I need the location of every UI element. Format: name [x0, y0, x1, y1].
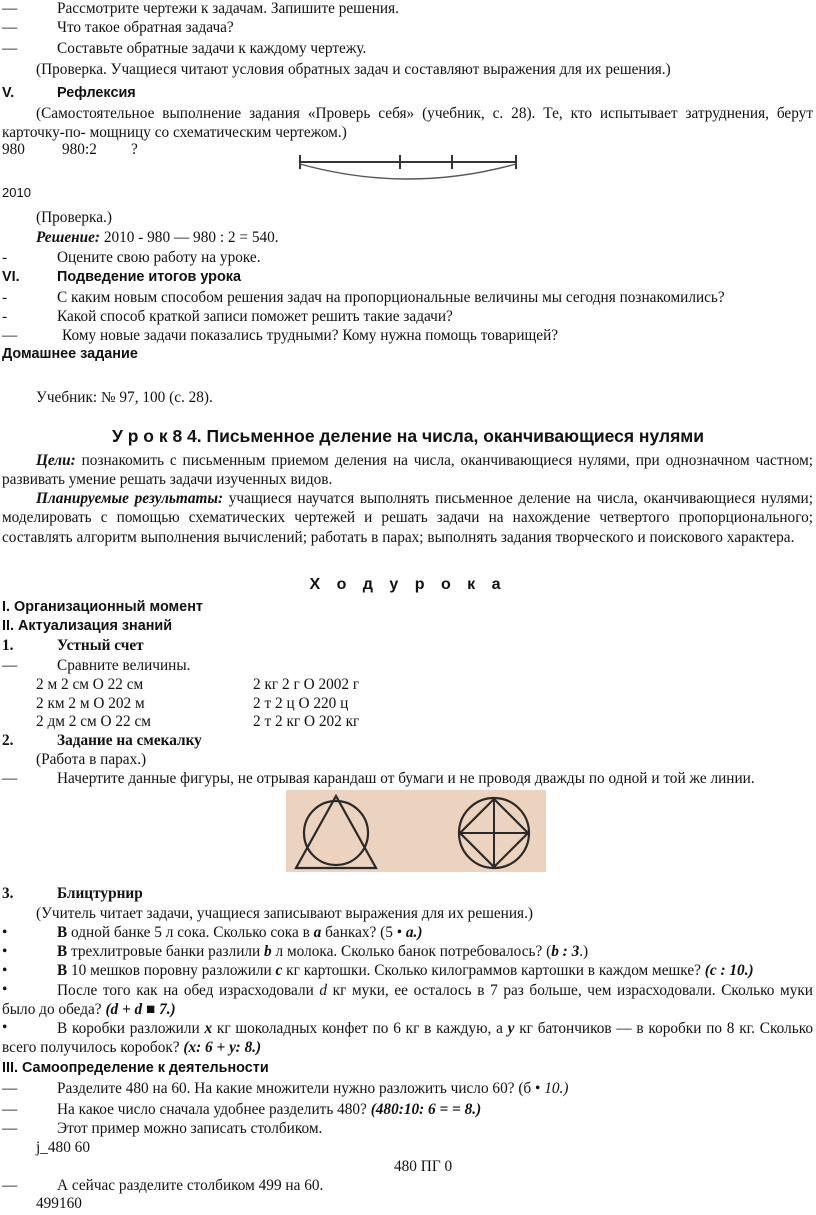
bullet-text: банках? (5 •	[321, 924, 406, 941]
blitz-note: (Учитель читает задачи, учащиеся записывают выражения для их решения.)	[36, 905, 533, 922]
item-number: 3.	[2, 885, 14, 902]
diagram-total-label: 2010	[2, 185, 31, 200]
answer: (480:10: 6 = = 8.)	[370, 1101, 482, 1118]
bullet-text: кг батончиков — в коробки по 8 кг. Сколько всего получилось коробок?	[2, 1020, 813, 1057]
column-division: j_480 60	[36, 1139, 90, 1156]
bullet-text: 10 мешков поровну разложили	[67, 962, 276, 979]
item-title: Устный счет	[57, 637, 144, 654]
variable: а	[313, 924, 322, 941]
bullet-text: В коробки разложили	[57, 1020, 205, 1037]
answer: 10.)	[544, 1080, 569, 1097]
list-item-text: Начертите данные фигуры, не отрывая карандаш от бумаги и не проводя дважды по одной и той же линии.	[57, 770, 755, 787]
list-item-text: Какой способ краткой записи поможет решить такие задачи?	[57, 308, 453, 325]
dash-marker: —	[2, 657, 18, 674]
dash-marker: —	[2, 1120, 18, 1137]
compare-cell: 2 км 2 м О 202 м	[36, 695, 145, 712]
course-title: Х о д у р о к а	[309, 576, 507, 593]
diagram-label-b: 980:2	[62, 141, 97, 158]
pairs-note: (Работа в парах.)	[36, 751, 147, 768]
variable: х	[204, 1020, 213, 1037]
solution-text: 2010 - 980 — 980 : 2 = 540.	[100, 229, 279, 246]
section-heading: I. Организационный момент	[2, 599, 203, 615]
list-item-text: Этот пример можно записать столбиком.	[57, 1120, 323, 1137]
dash-marker: —	[2, 0, 18, 17]
homework-text: Учебник: № 97, 100 (с. 28).	[36, 389, 213, 406]
solution-label: Решение:	[36, 229, 100, 246]
bullet-lead: В	[57, 943, 68, 960]
bullet-paragraph	[2, 981, 813, 1020]
compare-cell: 2 дм 2 см О 22 см	[36, 713, 151, 730]
list-item-text: А сейчас разделите столбиком 499 на 60.	[57, 1177, 324, 1194]
answer: (d + d ■ 7.)	[105, 1001, 176, 1019]
dash-marker: —	[2, 1177, 18, 1194]
bullet-text: трехлитровые банки разлили	[67, 943, 265, 960]
list-item-text: С каким новым способом решения задач на пропорциональные величины мы сегодня познакомились?	[57, 289, 725, 306]
item-number: 2.	[2, 732, 14, 749]
bullet-marker: •	[2, 962, 8, 979]
dash-marker: —	[2, 770, 18, 787]
compare-cell: 2 м 2 см О 22 см	[36, 676, 144, 693]
list-item-text: Составьте обратные задачи к каждому чертежу.	[57, 40, 367, 57]
section-title: Рефлексия	[57, 85, 136, 101]
answer: а.)	[405, 924, 423, 941]
dash-marker: —	[2, 327, 18, 344]
bullet-text: кг шоколадных конфет по 6 кг в каждую, а	[212, 1020, 508, 1037]
column-division-result: 480 ПГ 0	[394, 1158, 453, 1175]
compare-cell: 2 т 2 ц О 220 ц	[253, 695, 349, 712]
dash-marker: —	[2, 1101, 18, 1118]
check-note: (Проверка. Учащиеся читают условия обратных задач и составляют выражения для их решения.)	[36, 61, 671, 78]
planned-label: Планируемые результаты:	[36, 490, 224, 507]
list-item-text: Рассмотрите чертежи к задачам. Запишите решения.	[57, 0, 399, 17]
bullet-text: кг картошки. Сколько килограммов картошки в каждом мешке?	[282, 962, 705, 979]
bullet-text: л молока. Сколько банок потребовалось? (	[271, 943, 552, 960]
answer: (с : 10.)	[704, 962, 754, 979]
variable: b	[264, 943, 272, 960]
bullet-text: кг муки, ее осталось в 7 раз больше, чем израсходовали. Сколько муки было до обеда?	[2, 982, 813, 1019]
dash-marker: —	[2, 19, 18, 36]
diagram-label-c: ?	[131, 141, 138, 158]
list-item-text: Разделите 480 на 60. На какие множители нужно разложить число 60? (б •	[57, 1080, 545, 1097]
planned-text: учащиеся научатся выполнять письменное деление на числа, оканчивающиеся нулями; моделировать с помощью схематических чертежей и решать задачи на нахождение четвертого пропорционального; составлять алгоритм выполнения вычислений; работать в парах; выполнять задания творческого и поискового характера.	[2, 490, 813, 546]
segment-diagram	[296, 152, 522, 188]
list-item-text: Кому новые задачи показались трудными? Кому нужна помощь товарищей?	[62, 327, 559, 344]
variable: у	[507, 1020, 515, 1037]
bullet-text: .)	[579, 943, 589, 960]
variable: с	[275, 962, 283, 979]
list-item-text: Сравните величины.	[57, 657, 191, 674]
lesson-title: У р о к 8 4. Письменное деление на числа, оканчивающиеся нулями	[111, 426, 705, 446]
dash-marker: -	[2, 289, 8, 306]
bullet-marker: •	[2, 943, 8, 960]
solution-line	[36, 229, 279, 247]
check-note-2: (Проверка.)	[36, 209, 112, 226]
item-number: 1.	[2, 637, 14, 654]
reflection-paragraph: (Самостоятельное выполнение задания «Проверь себя» (учебник, с. 28). Те, кто испытывает затруднения, берут карточку-по- мощницу со схематическим чертежом.)	[2, 105, 813, 142]
goals-paragraph	[2, 451, 813, 490]
section-number: VI.	[2, 269, 20, 285]
dash-marker: -	[2, 308, 8, 325]
section-heading: III. Самоопределение к деятельности	[2, 1060, 269, 1076]
dash-marker: —	[2, 40, 18, 57]
bullet-marker: •	[2, 1019, 8, 1036]
diagram-label-a: 980	[2, 141, 25, 158]
total-brace-arc	[300, 164, 516, 179]
goals-label: Цели:	[36, 452, 76, 469]
bullet-lead: В	[57, 962, 68, 979]
item-title: Задание на смекалку	[57, 732, 202, 749]
section-title: Подведение итогов урока	[57, 269, 241, 285]
figures-image	[286, 790, 546, 872]
bullet-marker: •	[2, 981, 8, 998]
column-division: 499160	[36, 1195, 82, 1212]
bullet-paragraph	[2, 1019, 813, 1058]
item-title: Блицтурнир	[57, 885, 143, 902]
goals-text: познакомить с письменным приемом деления на числа, оканчивающиеся нулями, при однозначном частном; развивать умение решать задачи изученных видов.	[2, 452, 813, 489]
compare-cell: 2 т 2 кг О 202 кг	[253, 713, 360, 730]
list-item-text: Оцените свою работу на уроке.	[57, 249, 261, 266]
answer: b : 3	[551, 943, 580, 960]
section-number: V.	[2, 85, 15, 101]
bullet-marker: •	[2, 924, 8, 941]
bullet-text: одной банке 5 л сока. Сколько сока в	[67, 924, 314, 941]
compare-cell: 2 кг 2 г О 2002 г	[253, 676, 360, 693]
planned-results-paragraph	[2, 489, 813, 547]
homework-title: Домашнее задание	[2, 346, 138, 362]
dash-marker: -	[2, 249, 8, 266]
answer: (х: 6 + у: 8.)	[183, 1039, 262, 1057]
bullet-text: После того как на обед израсходовали	[57, 982, 320, 999]
section-heading: II. Актуализация знаний	[2, 618, 173, 634]
bullet-lead: В	[57, 924, 68, 941]
list-item-text: На какое число сначала удобнее разделить 480?	[57, 1101, 371, 1118]
variable: d	[319, 982, 328, 999]
list-item-text: Что такое обратная задача?	[57, 19, 234, 36]
dash-marker: —	[2, 1080, 18, 1097]
